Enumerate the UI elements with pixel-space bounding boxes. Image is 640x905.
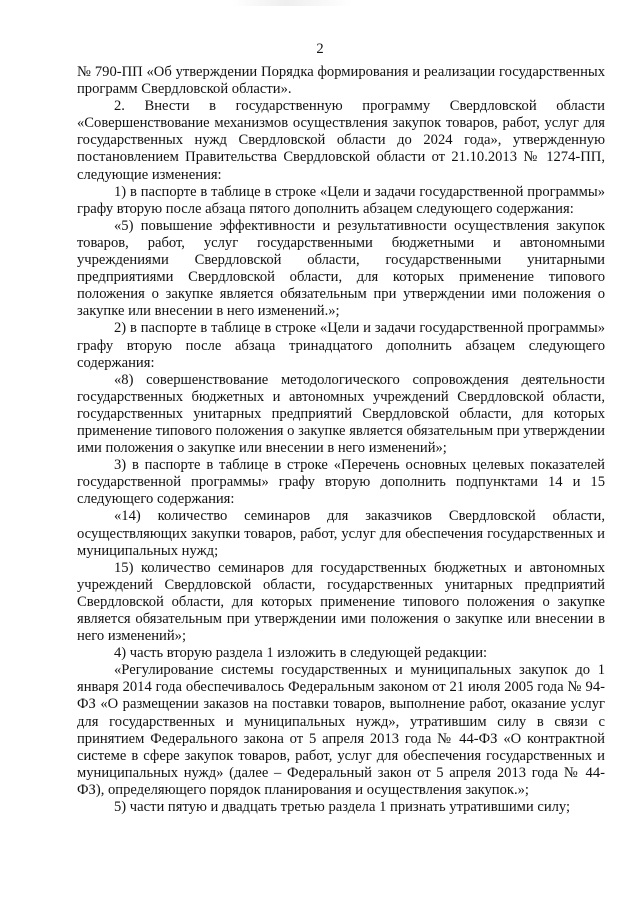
document-body: [77, 64, 605, 816]
paragraph-quote-5: «5) повышение эффективности и результативности осуществления закупок товаров, работ, услуг государственными бюджетными и автономными учреждениями Свердловской области, государственными унитарными предприятиями Свердловской области, для которых применение типового положения о закупке является обязательным при утверждении ими положения о закупке или внесении в него изменений.»;: [77, 217, 605, 320]
paragraph-quote-regulation: «Регулирование системы государственных и муниципальных закупок до 1 января 2014 года обеспечивалось Федеральным законом от 21 июля 2005 года № 94-ФЗ «О размещении заказов на поставки товаров, выполнение работ, оказание услуг для государственных и муниципальных нужд», утратившим силу в связи с принятием Федерального закона от 5 апреля 2013 года № 44-ФЗ «О контрактной системе в сфере закупок товаров, работ, услуг для обеспечения государственных и муниципальных нужд» (далее – Федеральный закон от 5 апреля 2013 года № 44-ФЗ), определяющего порядок планирования и осуществления закупок.»;: [77, 662, 605, 798]
paragraph-continuation: № 790-ПП «Об утверждении Порядка формирования и реализации государственных программ Свердловской области».: [77, 64, 605, 98]
paragraph-subitem-4: 4) часть вторую раздела 1 изложить в следующей редакции:: [114, 645, 488, 662]
paragraph-subitem-2: 2) в паспорте в таблице в строке «Цели и задачи государственной программы» графу вторую после абзаца тринадцатого дополнить абзацем следующего содержания:: [77, 320, 605, 371]
page-number: 2: [316, 41, 324, 57]
scan-artifact: [232, 0, 352, 6]
paragraph-subitem-5: 5) части пятую и двадцать третью раздела 1 признать утратившими силу;: [114, 799, 571, 816]
paragraph-subitem-1: 1) в паспорте в таблице в строке «Цели и задачи государственной программы» графу вторую после абзаца пятого дополнить абзацем следующего содержания:: [77, 183, 605, 217]
paragraph-subitem-3: 3) в паспорте в таблице в строке «Перечень основных целевых показателей государственной программы» графу вторую дополнить подпунктами 14 и 15 следующего содержания:: [77, 457, 605, 508]
paragraph-quote-15: 15) количество семинаров для государственных бюджетных и автономных учреждений Свердловской области, государственных унитарных предприятий Свердловской области, для которых применение типового положения о закупке является обязательным при утверждении ими положения о закупке или внесении в него изменений»;: [77, 559, 605, 645]
paragraph-quote-14: «14) количество семинаров для заказчиков Свердловской области, осуществляющих закупки товаров, работ, услуг для обеспечения государственных и муниципальных нужд;: [77, 508, 605, 559]
paragraph-item-2: 2. Внести в государственную программу Свердловской области «Совершенствование механизмов осуществления закупок товаров, работ, услуг для государственных нужд Свердловской области до 2024 года», утвержденную постановлением Правительства Свердловской области от 21.10.2013 № 1274-ПП, следующие изменения:: [77, 98, 605, 183]
paragraph-quote-8: «8) совершенствование методологического сопровождения деятельности государственных бюджетных и автономных учреждений Свердловской области, государственных унитарных предприятий Свердловской области, для которых применение типового положения о закупке является обязательным при утверждении ими положения о закупке или внесении в него изменений»;: [77, 371, 605, 457]
